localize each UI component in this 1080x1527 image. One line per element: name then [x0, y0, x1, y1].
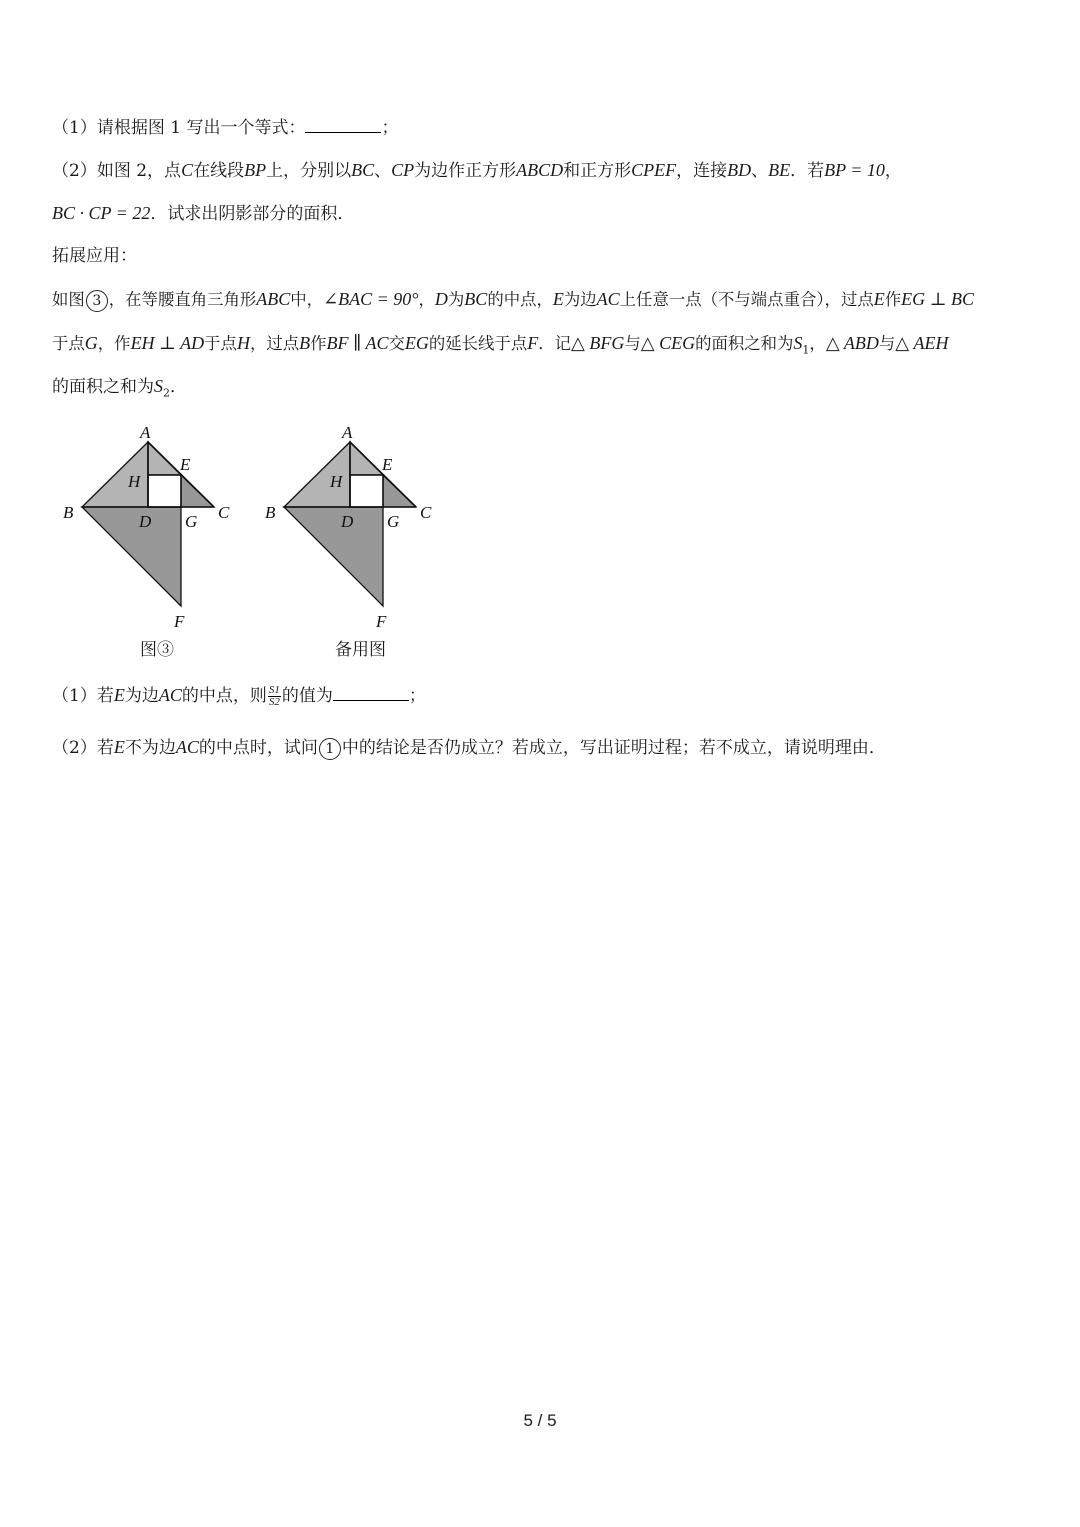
label-A: A: [342, 423, 353, 442]
caption-figure-3: 图③: [140, 640, 174, 660]
label-F: F: [174, 612, 185, 631]
label-D: D: [341, 512, 354, 531]
label-C: C: [420, 503, 432, 522]
figure-spare: [257, 418, 447, 636]
section-heading: 拓展应用：: [52, 246, 137, 266]
label-C: C: [218, 503, 230, 522]
page-number: 5 / 5: [523, 1411, 557, 1430]
question-2-line1: （2）如图 2，点C在线段BP上，分别以BC、CP为边作正方形ABCD和正方形CPEF，连接BD、BE．若BP = 10，: [52, 160, 902, 181]
label-B: B: [63, 503, 74, 522]
answer-blank: [305, 118, 381, 133]
label-A: A: [140, 423, 151, 442]
label-H: H: [128, 472, 141, 491]
question-2-line2: BC · CP = 22．试求出阴影部分的面积．: [52, 203, 355, 224]
label-G: G: [387, 512, 400, 531]
fraction-s1-s2: $\frac{S1}{S2}$: [268, 684, 280, 708]
square-hegd: [148, 475, 181, 507]
ext-line2: 于点G，作EH ⊥ AD于点H，过点B作BF ∥ AC交EG的延长线于点F．记△ BFG与△ CEG的面积之和为$S_1$，△ ABD与△ AEH: [52, 333, 949, 357]
triangle-bfg: [82, 507, 181, 606]
label-D: D: [139, 512, 152, 531]
label-H: H: [330, 472, 343, 491]
figure-3: [55, 418, 245, 636]
label-F: F: [376, 612, 387, 631]
label-E: E: [382, 455, 393, 474]
label-B: B: [265, 503, 276, 522]
ext-line3: 的面积之和为$S_2$．: [52, 376, 187, 400]
question-1: （1）请根据图 1 写出一个等式： ；: [52, 118, 399, 138]
followup-question-1: （1）若E为边AC的中点，则 $\frac{S1}{S2}$ 的值为 ；: [52, 684, 426, 708]
label-E: E: [180, 455, 191, 474]
ext-line1: 如图 3 ，在等腰直角三角形ABC中，∠BAC = 90°，D为BC的中点，E为边AC上任意一点（不与端点重合），过点E作EG ⊥ BC: [52, 287, 974, 312]
followup-question-2: （2）若E不为边AC的中点时，试问 1 中的结论是否仍成立？若成立，写出证明过程；若不成立，请说明理由．: [52, 737, 886, 758]
answer-blank: [333, 686, 409, 701]
caption-spare-figure: 备用图: [335, 640, 386, 660]
label-G: G: [185, 512, 198, 531]
